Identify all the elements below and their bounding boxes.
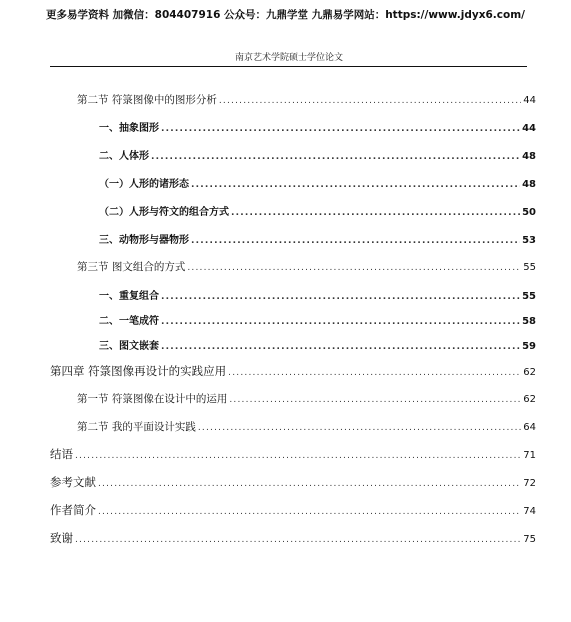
toc-leader-dots — [75, 451, 521, 461]
toc-leader-dots — [219, 96, 521, 106]
toc-entry-page: 72 — [523, 478, 536, 489]
toc-entry-chapter — [50, 446, 536, 462]
toc-entry-page: 50 — [522, 207, 536, 218]
toc-entry-label: 结语 — [50, 447, 73, 461]
toc-entry-label: 作者简介 — [50, 503, 96, 517]
toc-leader-dots — [161, 292, 520, 302]
toc-entry-page: 74 — [523, 506, 536, 517]
toc-entry-page: 48 — [522, 179, 536, 190]
toc-entry-page: 55 — [522, 291, 536, 302]
toc-entry-page: 75 — [523, 534, 536, 545]
toc-entry-page: 53 — [522, 235, 536, 246]
toc-entry-label: 第一节 符箓图像在设计中的运用 — [77, 393, 228, 405]
toc-leader-dots — [151, 152, 520, 162]
toc-entry-page: 64 — [523, 422, 536, 433]
toc-entry-section — [77, 259, 536, 274]
toc-entry-page: 44 — [522, 123, 536, 134]
toc-entry-label: 二、一笔成符 — [99, 316, 159, 327]
toc-leader-dots — [231, 208, 520, 218]
toc-leader-dots — [198, 423, 521, 433]
toc-entry-page: 48 — [522, 151, 536, 162]
toc-entry-subsection — [99, 203, 536, 218]
toc-entry-section — [77, 92, 536, 107]
toc-leader-dots — [191, 180, 520, 190]
toc-entry-label: 一、重复组合 — [99, 291, 159, 302]
toc-entry-label: 第三节 图文组合的方式 — [77, 261, 186, 273]
toc-entry-label: 三、图文嵌套 — [99, 341, 159, 352]
toc-entry-label: 致谢 — [50, 531, 73, 545]
toc-entry-chapter — [50, 363, 536, 379]
toc-leader-dots — [161, 317, 520, 327]
toc-entry-chapter — [50, 474, 536, 490]
toc-entry-label: 第二节 符箓图像中的图形分析 — [77, 94, 217, 106]
toc-entry-label: 第二节 我的平面设计实践 — [77, 421, 196, 433]
toc-entry-label: （二）人形与符文的组合方式 — [99, 207, 229, 218]
toc-entry-subsection — [99, 175, 536, 190]
toc-leader-dots — [98, 507, 521, 517]
toc-entry-subsection — [99, 119, 536, 134]
toc-entry-subsection — [99, 147, 536, 162]
toc-entry-section — [77, 391, 536, 406]
toc-entry-page: 55 — [523, 262, 536, 273]
toc-leader-dots — [229, 395, 521, 405]
toc-entry-label: 三、动物形与器物形 — [99, 235, 189, 246]
toc-entry-page: 59 — [522, 341, 536, 352]
page-header-title: 南京艺术学院硕士学位论文 — [234, 53, 343, 63]
toc-entry-page: 62 — [523, 394, 536, 405]
toc-entry-chapter — [50, 530, 536, 546]
toc-entry-subsection — [99, 337, 536, 352]
watermark-banner: 更多易学资料 加微信：804407916 公众号：九鼎学堂 九鼎易学网站：https://www.jdyx6.com/ — [45, 9, 526, 21]
toc-entry-section — [77, 419, 536, 434]
toc-leader-dots — [161, 124, 520, 134]
toc-leader-dots — [187, 263, 521, 273]
toc-leader-dots — [228, 368, 521, 378]
toc-leader-dots — [161, 342, 520, 352]
toc-entry-subsection — [99, 312, 536, 327]
toc-leader-dots — [191, 236, 520, 246]
toc-entry-subsection — [99, 287, 536, 302]
toc-entry-chapter — [50, 502, 536, 518]
toc-entry-page: 44 — [523, 95, 536, 106]
toc-entry-page: 62 — [523, 367, 536, 378]
toc-entry-label: 一、抽象图形 — [99, 123, 159, 134]
toc-leader-dots — [75, 535, 521, 545]
toc-entry-label: 第四章 符箓图像再设计的实践应用 — [50, 364, 227, 378]
toc-leader-dots — [98, 479, 521, 489]
toc-entry-label: 二、人体形 — [99, 151, 149, 162]
toc-entry-page: 58 — [522, 316, 536, 327]
toc-entry-subsection — [99, 231, 536, 246]
toc-entry-label: （一）人形的诸形态 — [99, 179, 189, 190]
toc-entry-page: 71 — [523, 450, 536, 461]
toc-entry-label: 参考文献 — [50, 475, 96, 489]
